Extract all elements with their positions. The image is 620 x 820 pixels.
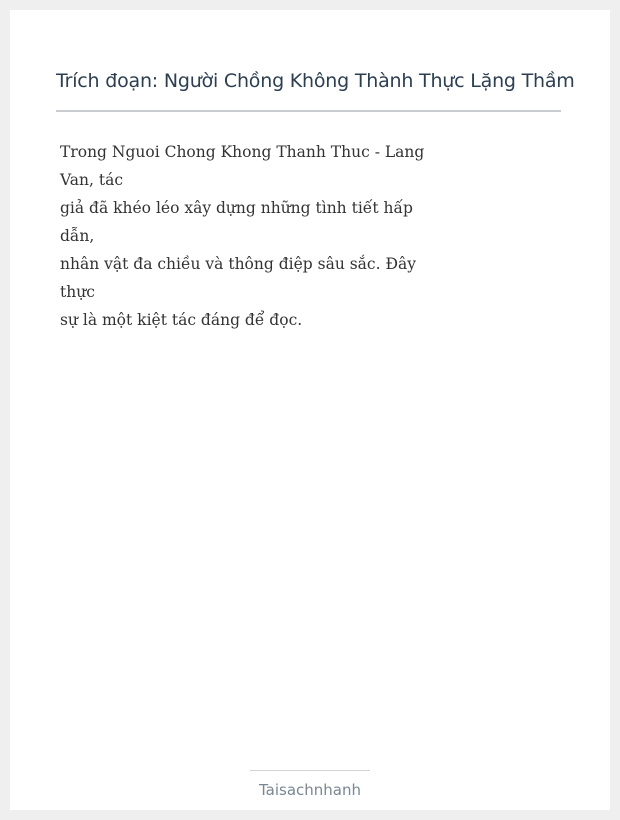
excerpt-line: dẫn, <box>60 227 95 245</box>
excerpt-line: Trong Nguoi Chong Khong Thanh Thuc - Lang <box>60 143 425 161</box>
document-page <box>10 10 610 810</box>
excerpt-line: giả đã khéo léo xây dựng những tình tiết hấp <box>60 199 413 217</box>
excerpt-body <box>60 138 425 334</box>
title-divider <box>56 110 561 112</box>
excerpt-line: nhân vật đa chiều và thông điệp sâu sắc. Đây <box>60 255 416 273</box>
excerpt-line: thực <box>60 283 95 301</box>
excerpt-line: Van, tác <box>60 171 123 189</box>
footer-site-name: Taisachnhanh <box>258 781 362 799</box>
excerpt-line: sự là một kiệt tác đáng để đọc. <box>60 311 303 329</box>
page-title: Trích đoạn: Người Chồng Không Thành Thực Lặng Thầm <box>56 70 575 92</box>
footer-divider <box>250 770 370 771</box>
